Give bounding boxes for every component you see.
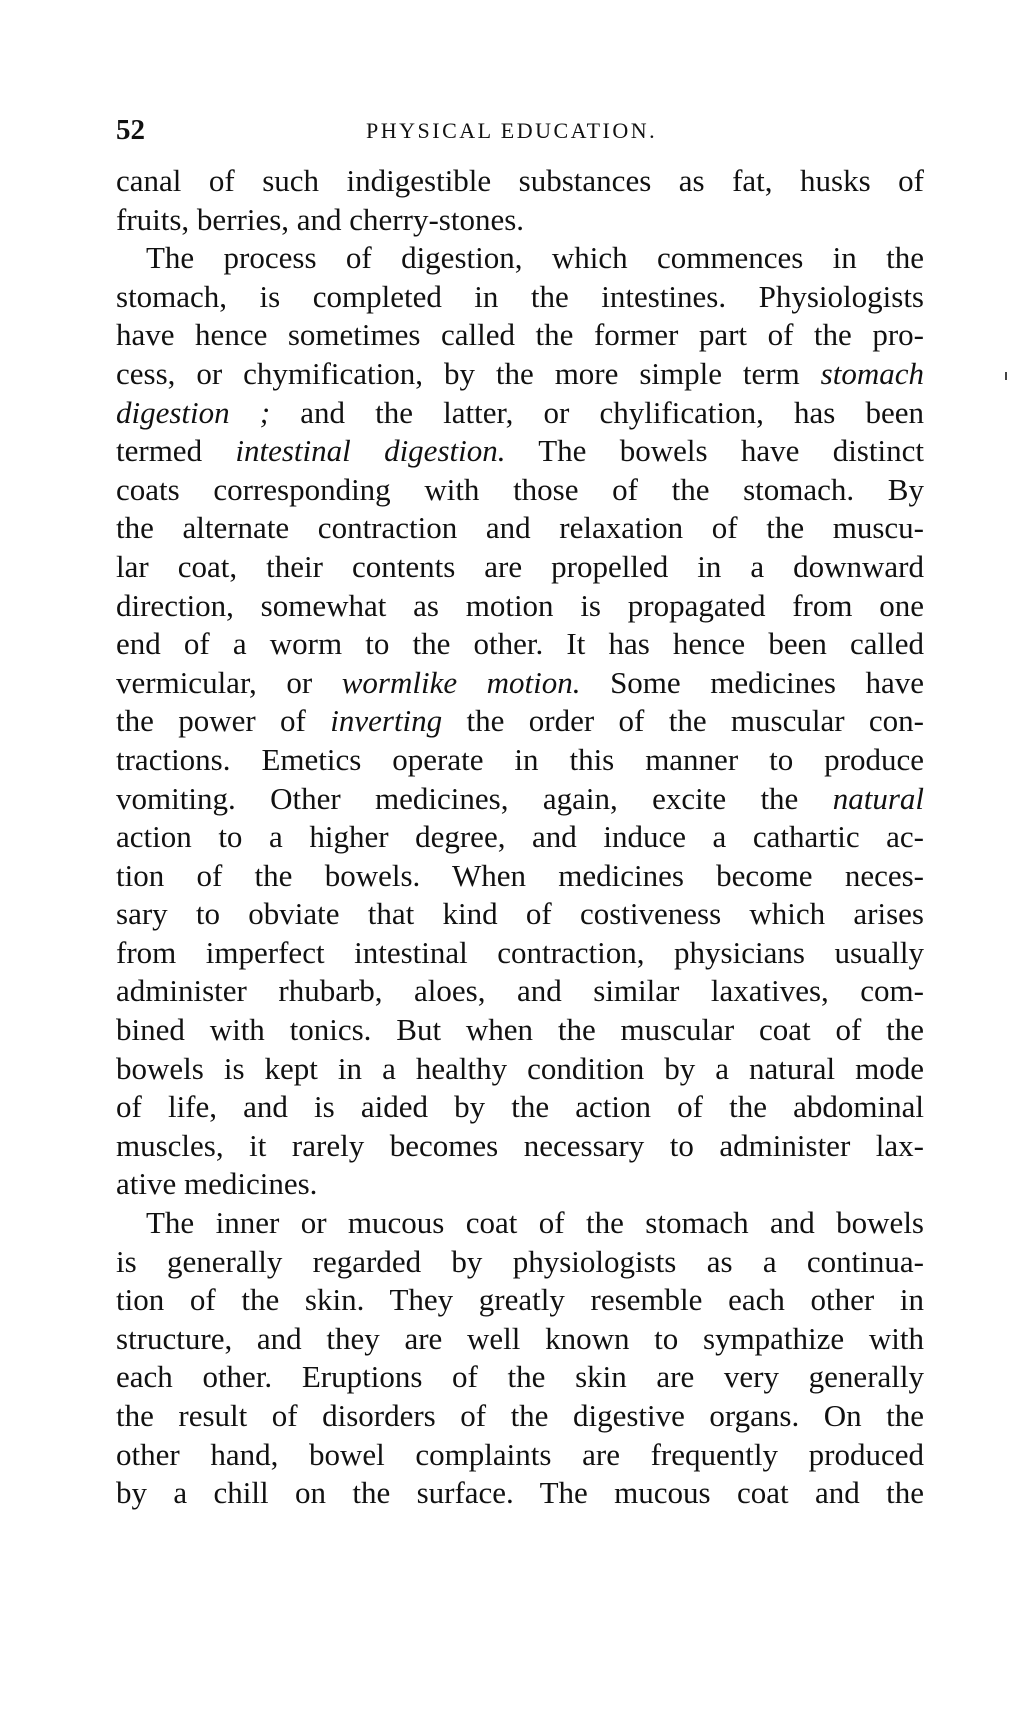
text-line: bowels is kept in a healthy condition by a natural mode — [116, 1050, 924, 1086]
text-line: tractions. Emetics operate in this manner to produce — [116, 741, 924, 777]
italic-term: stomach — [820, 355, 924, 391]
text-line: sary to obviate that kind of costiveness which arises — [116, 896, 924, 932]
text-line: direction, somewhat as motion is propagated from one — [116, 587, 924, 623]
text-line: structure, and they are well known to sympathize with — [116, 1320, 924, 1356]
text-line: administer rhubarb, aloes, and similar laxatives, com- — [116, 973, 924, 1009]
text-line: canal of such indigestible substances as fat, husks of — [116, 163, 924, 198]
text-line: the alternate contraction and relaxation of the muscu- — [116, 510, 924, 546]
text-line: vomiting. Other medicines, again, excite the natural — [116, 780, 924, 816]
running-head: PHYSICAL EDUCATION. — [366, 118, 658, 143]
paragraph-first-line: The process of digestion, which commences in the — [146, 240, 924, 276]
text-line: is generally regarded by physiologists as a continua- — [116, 1243, 924, 1279]
text-line: digestion ; and the latter, or chylification, has been — [116, 394, 924, 430]
italic-term: digestion ; — [116, 394, 271, 430]
text-line: ative medicines. — [116, 1166, 318, 1202]
text-line: tion of the skin. They greatly resemble each other in — [116, 1282, 924, 1318]
text-line: cess, or chymification, by the more simple term stomach — [116, 355, 924, 391]
body-text — [116, 162, 924, 1513]
italic-term: wormlike motion. — [341, 664, 581, 700]
text-line: each other. Eruptions of the skin are very generally — [116, 1359, 924, 1395]
text-line: vermicular, or wormlike motion. Some medicines have — [116, 664, 924, 700]
text-line: muscles, it rarely becomes necessary to administer lax- — [116, 1127, 924, 1163]
italic-term: inverting — [330, 703, 443, 739]
text-line: the power of inverting the order of the muscular con- — [116, 703, 925, 739]
text-line: fruits, berries, and cherry-stones. — [116, 201, 525, 237]
text-line: coats corresponding with those of the stomach. By — [116, 471, 924, 507]
italic-term: natural — [832, 780, 924, 816]
page-number: 52 — [116, 114, 145, 146]
text-line: the result of disorders of the digestive organs. On the — [116, 1398, 924, 1433]
text-line: from imperfect intestinal contraction, physicians usually — [116, 934, 924, 970]
text-line: lar coat, their contents are propelled in a downward — [116, 548, 924, 584]
text-line: action to a higher degree, and induce a cathartic ac- — [116, 819, 924, 855]
page-header — [116, 110, 918, 150]
text-line: termed intestinal digestion. The bowels have distinct — [116, 433, 924, 469]
text-line: by a chill on the surface. The mucous coat and the — [116, 1475, 924, 1511]
text-line: bined with tonics. But when the muscular coat of the — [116, 1012, 924, 1048]
margin-speck — [1005, 372, 1007, 380]
text-line: other hand, bowel complaints are frequently produced — [116, 1436, 924, 1472]
text-line: of life, and is aided by the action of the abdominal — [116, 1089, 924, 1125]
paragraph-first-line: The inner or mucous coat of the stomach and bowels — [146, 1205, 924, 1241]
text-line: stomach, is completed in the intestines. Physiologists — [116, 278, 924, 314]
italic-term: intestinal digestion. — [235, 433, 506, 469]
text-line: end of a worm to the other. It has hence been called — [116, 626, 924, 662]
text-line: tion of the bowels. When medicines become neces- — [116, 857, 924, 893]
text-line: have hence sometimes called the former part of the pro- — [116, 317, 924, 353]
